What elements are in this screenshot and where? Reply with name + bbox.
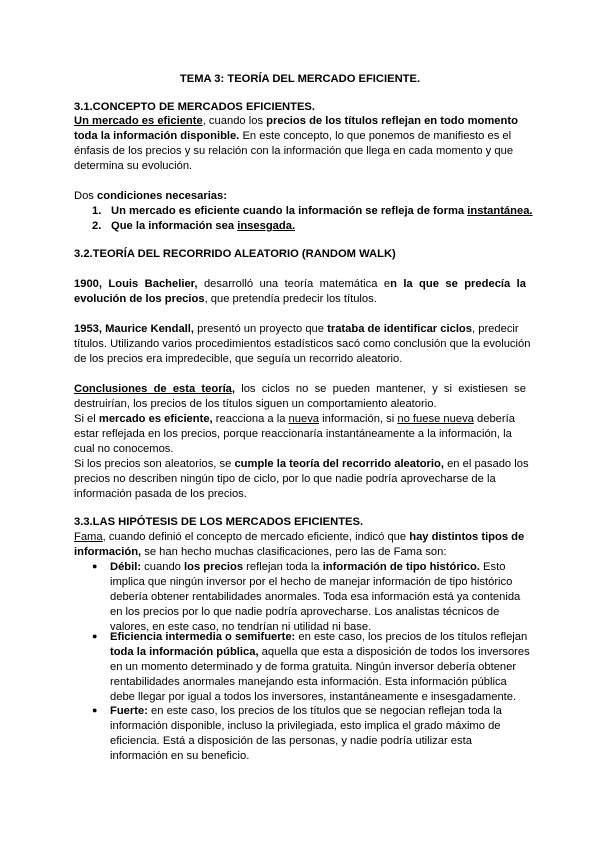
bold-text: los precios [184, 561, 244, 573]
paragraph-line: estar reflejada en los precios, porque reaccionaría instantáneamente a la información, la [74, 428, 512, 440]
bullet-line: debería obtener rentabilidades anormales. Toda esa información está ya contenida [110, 591, 521, 603]
underlined-term: Conclusiones de esta teoría, [74, 383, 236, 395]
bullet-line: debe llegar por igual a todos los inversores, instantáneamente e insesgadamente. [110, 691, 517, 703]
bold-text: evolución de los precios [74, 293, 205, 305]
section-heading-3-2: 3.2.TEORÍA DEL RECORRIDO ALEATORIO (RANDOM WALK) [74, 248, 396, 260]
bullet-icon: ● [92, 705, 98, 715]
bullet-item [110, 560, 505, 574]
bold-text: 1953, Maurice Kendall, [74, 323, 195, 335]
text: en el pasado los [443, 458, 529, 470]
bullet-line: eficiencia. Está a disposición de las personas, y nadie podría utilizar esta [110, 735, 472, 747]
bold-text: toda la información disponible. [74, 130, 240, 142]
page-title: TEMA 3: TEORÍA DEL MERCADO EFICIENTE. [179, 73, 421, 85]
list-number: 1. [92, 205, 102, 217]
text: Si los precios son aleatorios, se [74, 458, 235, 470]
bold-text: condiciones necesarias: [97, 190, 227, 202]
text: , cuando los [202, 115, 267, 127]
paragraph-line: precios no describen ningún tipo de ciclo, por lo que nadie podría aprovecharse de la [74, 473, 496, 485]
paragraph-line: información pasada de los precios. [74, 488, 247, 500]
bullet-icon: ● [92, 561, 98, 571]
text: En este concepto, lo que ponemos de manifiesto es el [239, 130, 512, 142]
bold-text: n la que se predecía la [390, 278, 526, 290]
bullet-item [110, 630, 527, 644]
bold-text: toda la información pública, [110, 646, 259, 658]
underlined-term: Un mercado es eficiente [74, 115, 203, 127]
section-heading-3-3: 3.3.LAS HIPÓTESIS DE LOS MERCADOS EFICIENTES. [74, 516, 364, 528]
bullet-line: información en su beneficio. [110, 750, 250, 762]
text: presentó un proyecto que [194, 323, 328, 335]
bold-text: cumple la teoría del recorrido aleatorio, [234, 458, 444, 470]
paragraph-line [74, 322, 519, 336]
bullet-item [110, 704, 502, 718]
paragraph-line [74, 412, 515, 426]
bold-text: mercado es eficiente, [98, 413, 213, 425]
text: reacciona a la [212, 413, 289, 425]
paragraph-line [74, 457, 529, 471]
underlined-term: instantánea. [467, 205, 533, 217]
text: información, si [319, 413, 398, 425]
text: , cuando definió el concepto de mercado eficiente, indicó que [102, 531, 410, 543]
text: , que pretendía predecir los títulos. [204, 293, 377, 305]
list-number: 2. [92, 220, 102, 232]
underlined-term: Fama [74, 531, 103, 543]
bullet-line: en los precios por lo que nadie podría aprovecharse. Los analistas técnicos de [110, 606, 500, 618]
bold-text: trataba de identificar ciclos [327, 323, 472, 335]
text: reflejan toda la [243, 561, 323, 573]
text: , predecir [472, 323, 519, 335]
text: Esto [479, 561, 506, 573]
bold-text: Fuerte: [110, 705, 148, 717]
paragraph-line: énfasis de los precios y su relación con la información que llega en cada momento y que [74, 145, 514, 157]
paragraph-line [74, 114, 526, 128]
bullet-line: rentabilidades anormales manejando esta información. Esta información pública [110, 676, 507, 688]
section-heading-3-1: 3.1.CONCEPTO DE MERCADOS EFICIENTES. [74, 101, 315, 113]
bold-text: Eficiencia intermedia o semifuerte: [110, 631, 296, 643]
paragraph-line [74, 530, 524, 544]
text: los ciclos no se pueden mantener, y si existiesen se [235, 383, 526, 395]
text: Dos [74, 190, 98, 202]
paragraph-line [74, 382, 526, 396]
bullet-icon: ● [92, 631, 98, 641]
paragraph-line: cual no conocemos. [74, 443, 174, 455]
underlined-term: nueva [288, 413, 320, 425]
text: cuando [141, 561, 184, 573]
paragraph-line: títulos. Utilizando varios procedimientos estadísticos sacó como conclusión que la evolución [74, 338, 531, 350]
list-item [111, 219, 295, 233]
text: en este caso, los precios de los títulos que se negocian reflejan toda la [147, 705, 502, 717]
bold-text: Débil: [110, 561, 142, 573]
bullet-line: implica que ningún inversor por el hecho de manejar información de tipo histórico [110, 576, 513, 588]
bold-text: 1900, Louis Bachelier, [74, 278, 198, 290]
bullet-line: valores, en este caso, no tendrían ni utilidad ni base. [110, 621, 372, 633]
bold-text: precios de los títulos reflejan en todo momento [266, 115, 518, 127]
list-item [111, 204, 533, 218]
paragraph-line: determina su evolución. [74, 160, 193, 172]
paragraph-line: destruirían, los precios de los títulos siguen un comportamiento aleatorio. [74, 398, 437, 410]
text: en este caso, los precios de los títulos reflejan [295, 631, 528, 643]
text: desarrolló una teoría matemática e [197, 278, 391, 290]
text: debería [473, 413, 515, 425]
bullet-line [110, 645, 530, 659]
paragraph-line [74, 129, 511, 143]
text: Si el [74, 413, 99, 425]
bullet-line: información disponible, incluso la privilegiada, esto implica el grado máximo de [110, 720, 501, 732]
paragraph-line [74, 189, 227, 203]
bold-text: información, [74, 546, 142, 558]
bold-text: información de tipo histórico. [322, 561, 480, 573]
underlined-term: no fuese nueva [397, 413, 474, 425]
paragraph-line [74, 277, 526, 291]
paragraph-line: de los precios era impredecible, que seguía un recorrido aleatorio. [74, 353, 403, 365]
bold-text: hay distintos tipos de [409, 531, 525, 543]
paragraph-line [74, 545, 446, 559]
underlined-term: insesgada. [237, 220, 296, 232]
text: se han hecho muchas clasificaciones, pero las de Fama son: [141, 546, 447, 558]
text: aquella que esta a disposición de todos los inversores [258, 646, 530, 658]
text: Que la información sea [111, 220, 238, 232]
text: Un mercado es eficiente cuando la información se refleja de forma [111, 205, 468, 217]
bullet-line: en un momento determinado y de forma gratuita. Ningún inversor debería obtener [110, 661, 517, 673]
paragraph-line [74, 292, 377, 306]
